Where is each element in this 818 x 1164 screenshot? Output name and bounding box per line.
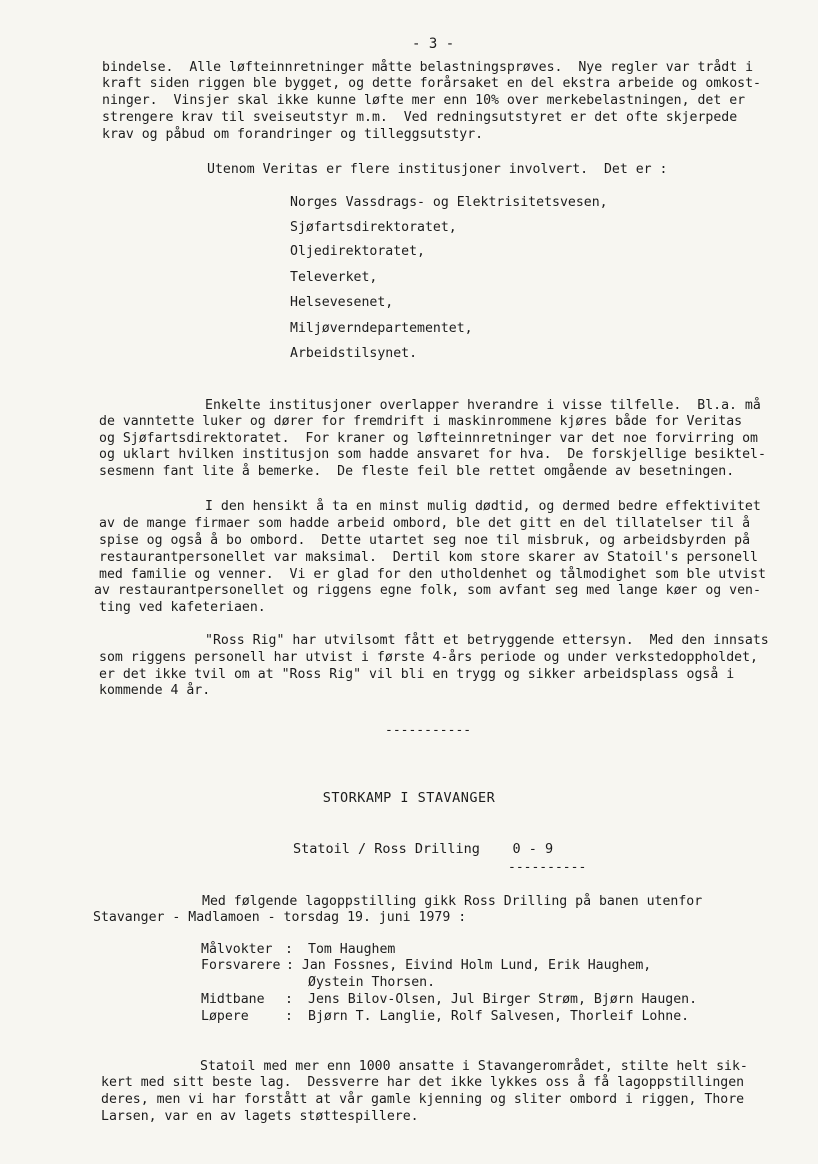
paragraph-line: av restaurantpersonellet og riggens egne folk, som avfant seg med lange køer og ven-: [94, 583, 761, 598]
paragraph-line: kommende 4 år.: [99, 683, 211, 698]
section-title: STORKAMP I STAVANGER: [322, 790, 496, 806]
paragraph-line: ting ved kafeteriaen.: [99, 600, 266, 615]
paragraph-line: krav og påbud om forandringer og tilleggsutstyr.: [102, 127, 484, 142]
match-underline: ----------: [508, 860, 587, 875]
lineup-label: Forsvarere: [201, 958, 281, 973]
lineup-colon: :: [285, 992, 293, 1007]
lineup-names: Bjørn T. Langlie, Rolf Salvesen, Thorleif Lohne.: [308, 1009, 690, 1024]
paragraph-line: Stavanger - Madlamoen - torsdag 19. juni 1979 :: [93, 910, 467, 925]
paragraph-line: ninger. Vinsjer skal ikke kunne løfte mer enn 10% over merkebelastningen, det er: [102, 93, 746, 108]
lineup-label: Målvokter: [201, 942, 273, 957]
paragraph-line: sesmenn fant lite å bemerke. De fleste feil ble rettet omgående av besetningen.: [99, 464, 735, 479]
institution-item: Miljøverndepartementet,: [290, 321, 473, 336]
lineup-colon: :: [286, 958, 294, 973]
paragraph-line: er det ikke tvil om at "Ross Rig" vil bli en trygg og sikker arbeidsplass også i: [99, 667, 735, 682]
paragraph-line: strengere krav til sveiseutstyr m.m. Ved redningsutstyret er det ofte skjerpede: [102, 110, 738, 125]
paragraph-line: bindelse. Alle løfteinnretninger måtte belastningsprøves. Nye regler var trådt i: [102, 60, 754, 75]
paragraph-line: Med følgende lagoppstilling gikk Ross Drilling på banen utenfor: [202, 894, 703, 909]
institutions-intro: Utenom Veritas er flere institusjoner involvert. Det er :: [207, 162, 668, 177]
paragraph-line: Statoil med mer enn 1000 ansatte i Stavangerområdet, stilte helt sik-: [200, 1059, 748, 1074]
lineup-names: [286, 958, 651, 973]
lineup-label: Midtbane: [201, 992, 265, 1007]
institution-item: Arbeidstilsynet.: [290, 346, 418, 361]
paragraph-line: "Ross Rig" har utvilsomt fått et betryggende ettersyn. Med den innsats: [205, 633, 769, 648]
lineup-colon: :: [285, 942, 293, 957]
institution-item: Norges Vassdrags- og Elektrisitetsvesen,: [290, 195, 608, 210]
paragraph-line: Enkelte institusjoner overlapper hverandre i visse tilfelle. Bl.a. må: [205, 398, 761, 413]
paragraph-line: restaurantpersonellet var maksimal. Dertil kom store skarer av Statoil's personell: [99, 550, 758, 565]
institution-item: Helsevesenet,: [290, 295, 394, 310]
paragraph-line: deres, men vi har forstått at vår gamle kjenning og sliter ombord i riggen, Thore: [101, 1092, 745, 1107]
match-result: Statoil / Ross Drilling 0 - 9: [293, 841, 554, 857]
paragraph-line: spise og også å bo ombord. Dette utartet seg noe til misbruk, og arbeidsbyrden på: [99, 533, 751, 548]
institution-item: Sjøfartsdirektoratet,: [290, 220, 457, 235]
section-separator: -----------: [385, 723, 472, 738]
lineup-names: Jens Bilov-Olsen, Jul Birger Strøm, Bjørn Haugen.: [308, 992, 698, 1007]
paragraph-line: kert med sitt beste lag. Dessverre har det ikke lykkes oss å få lagoppstillingen: [101, 1075, 745, 1090]
lineup-colon: :: [285, 1009, 293, 1024]
paragraph-line: av de mange firmaer som hadde arbeid ombord, ble det gitt en del tillatelser til å: [99, 516, 751, 531]
paragraph-line: som riggens personell har utvist i første 4-års periode og under verkstedoppholdet,: [99, 650, 758, 665]
institution-item: Televerket,: [290, 270, 378, 285]
paragraph-line: I den hensikt å ta en minst mulig dødtid, og dermed bedre effektivitet: [205, 499, 761, 514]
paragraph-line: de vanntette luker og dører for fremdrift i maskinrommene kjøres både for Veritas: [99, 414, 743, 429]
paragraph-line: med familie og venner. Vi er glad for den utholdenhet og tålmodighet som ble utvist: [99, 567, 766, 582]
page-number: - 3 -: [412, 36, 455, 52]
paragraph-line: og uklart hvilken institusjon som hadde ansvaret for hva. De forskjellige besiktel-: [99, 447, 766, 462]
lineup-names-text: Jan Fossnes, Eivind Holm Lund, Erik Haughem,: [301, 958, 652, 973]
lineup-names: Tom Haughem: [308, 942, 396, 957]
lineup-label: Løpere: [201, 1009, 249, 1024]
paragraph-line: og Sjøfartsdirektoratet. For kraner og løfteinnretninger var det noe forvirring om: [99, 431, 758, 446]
paragraph-line: kraft siden riggen ble bygget, og dette forårsaket en del ekstra arbeide og omkost-: [102, 76, 761, 91]
paragraph-line: Larsen, var en av lagets støttespillere.: [101, 1109, 419, 1124]
lineup-names: Øystein Thorsen.: [308, 975, 436, 990]
institution-item: Oljedirektoratet,: [290, 244, 425, 259]
